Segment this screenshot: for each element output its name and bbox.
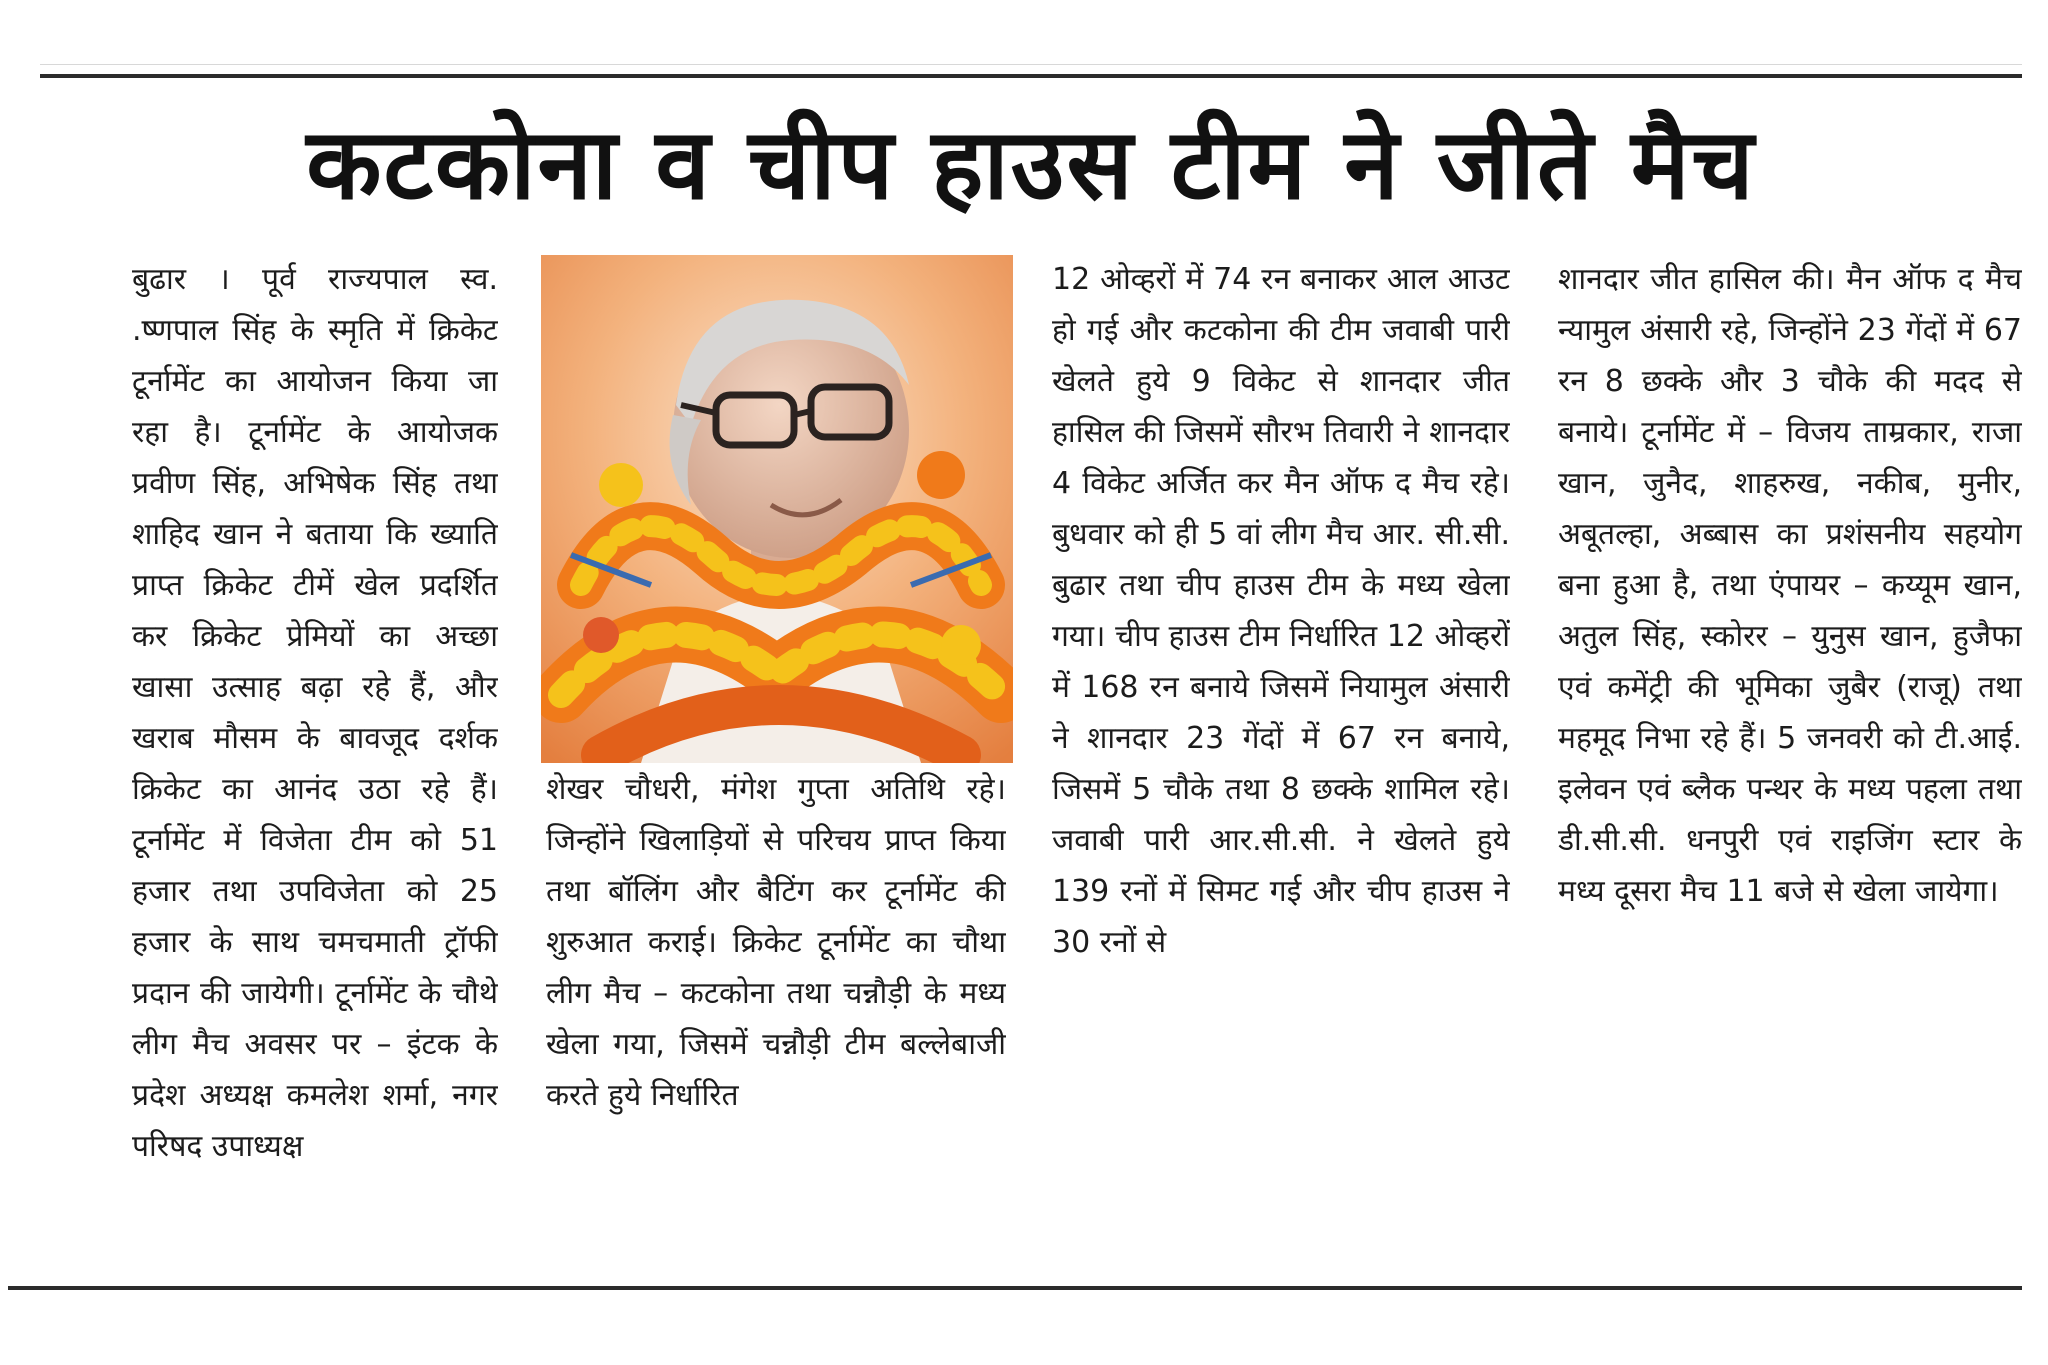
bottom-rule <box>8 1286 2022 1290</box>
article-column-4 <box>1558 254 2022 1274</box>
article-column-2 <box>546 764 1006 1274</box>
portrait-photo <box>541 255 1013 763</box>
article-column-3 <box>1052 254 1510 1274</box>
article-column-1 <box>42 254 498 1274</box>
article-text-column-3: 12 ओव्हरों में 74 रन बनाकर आल आउट हो गई और कटकोना की टीम जवाबी पारी खेलते हुये 9 विकेट से शानदार जीत हासिल की जिसमें सौरभ तिवारी ने शानदार 4 विकेट अर्जित कर मैन ऑफ द मैच रहे। बुधवार को ही 5 वां लीग मैच आर. सी.सी. बुढार तथा चीप हाउस टीम के मध्य खेला गया। चीप हाउस टीम निर्धारित 12 ओव्हरों में 168 रन बनाये जिसमें नियामुल अंसारी ने शानदार 23 गेंदों में 67 रन बनाये, जिसमें 5 चौके तथा 8 छक्के शामिल रहे। जवाबी पारी आर.सी.सी. ने खेलते हुये 139 रनों में सिमट गई और चीप हाउस ने 30 रनों से <box>1052 262 1510 960</box>
article-text-column-1: बुढार । पूर्व राज्यपाल स्व. .ष्णपाल सिंह के स्मृति में क्रिकेट टूर्नामेंट का आयोजन किया जा रहा है। टूर्नामेंट के आयोजक प्रवीण सिंह, अभिषेक सिंह तथा शाहिद खान ने बताया कि ख्याति प्राप्त क्रिकेट टीमें खेल प्रदर्शित कर क्रिकेट प्रेमियों का अच्छा खासा उत्साह बढ़ा रहे हैं, और खराब मौसम के बावजूद दर्शक क्रिकेट का आनंद उठा रहे हैं। टूर्नामेंट में विजेता टीम को 51 हजार तथा उपविजेता को 25 हजार के साथ चमचमाती ट्रॉफी प्रदान की जायेगी। टूर्नामेंट के चौथे लीग मैच अवसर पर – इंटक के प्रदेश अध्यक्ष कमलेश शर्मा, नगर परिषद उपाध्यक्ष <box>132 262 498 1164</box>
headline: कटकोना व चीप हाउस टीम ने जीते मैच <box>306 108 1756 222</box>
article-text-column-4: शानदार जीत हासिल की। मैन ऑफ द मैच न्यामुल अंसारी रहे, जिन्होंने 23 गेंदों में 67 रन 8 छक्के और 3 चौके की मदद से बनाये। टूर्नामेंट में – विजय ताम्रकार, राजा खान, जुनैद, शाहरुख, नकीब, मुनीर, अबूतल्हा, अब्बास का प्रशंसनीय सहयोग बना हुआ है, तथा एंपायर – कय्यूम खान, अतुल सिंह, स्कोरर – युनुस खान, हुजैफा एवं कमेंट्री की भूमिका जुबैर (राजू) तथा महमूद निभा रहे हैं। 5 जनवरी को टी.आई. इलेवन एवं ब्लैक पन्थर के मध्य पहला तथा डी.सी.सी. धनपुरी एवं राइजिंग स्टार के मध्य दूसरा मैच 11 बजे से खेला जायेगा। <box>1558 262 2022 909</box>
top-faint-rule <box>40 64 2022 65</box>
article-text-column-2: शेखर चौधरी, मंगेश गुप्ता अतिथि रहे। जिन्होंने खिलाड़ियों से परिचय प्राप्त किया तथा बॉलिंग और बैटिंग कर टूर्नामेंट की शुरुआत कराई। क्रिकेट टूर्नामेंट का चौथा लीग मैच – कटकोना तथा चन्नौड़ी के मध्य खेला गया, जिसमें चन्नौड़ी टीम बल्लेबाजी करते हुये निर्धारित <box>546 772 1006 1113</box>
top-rule <box>40 74 2022 78</box>
